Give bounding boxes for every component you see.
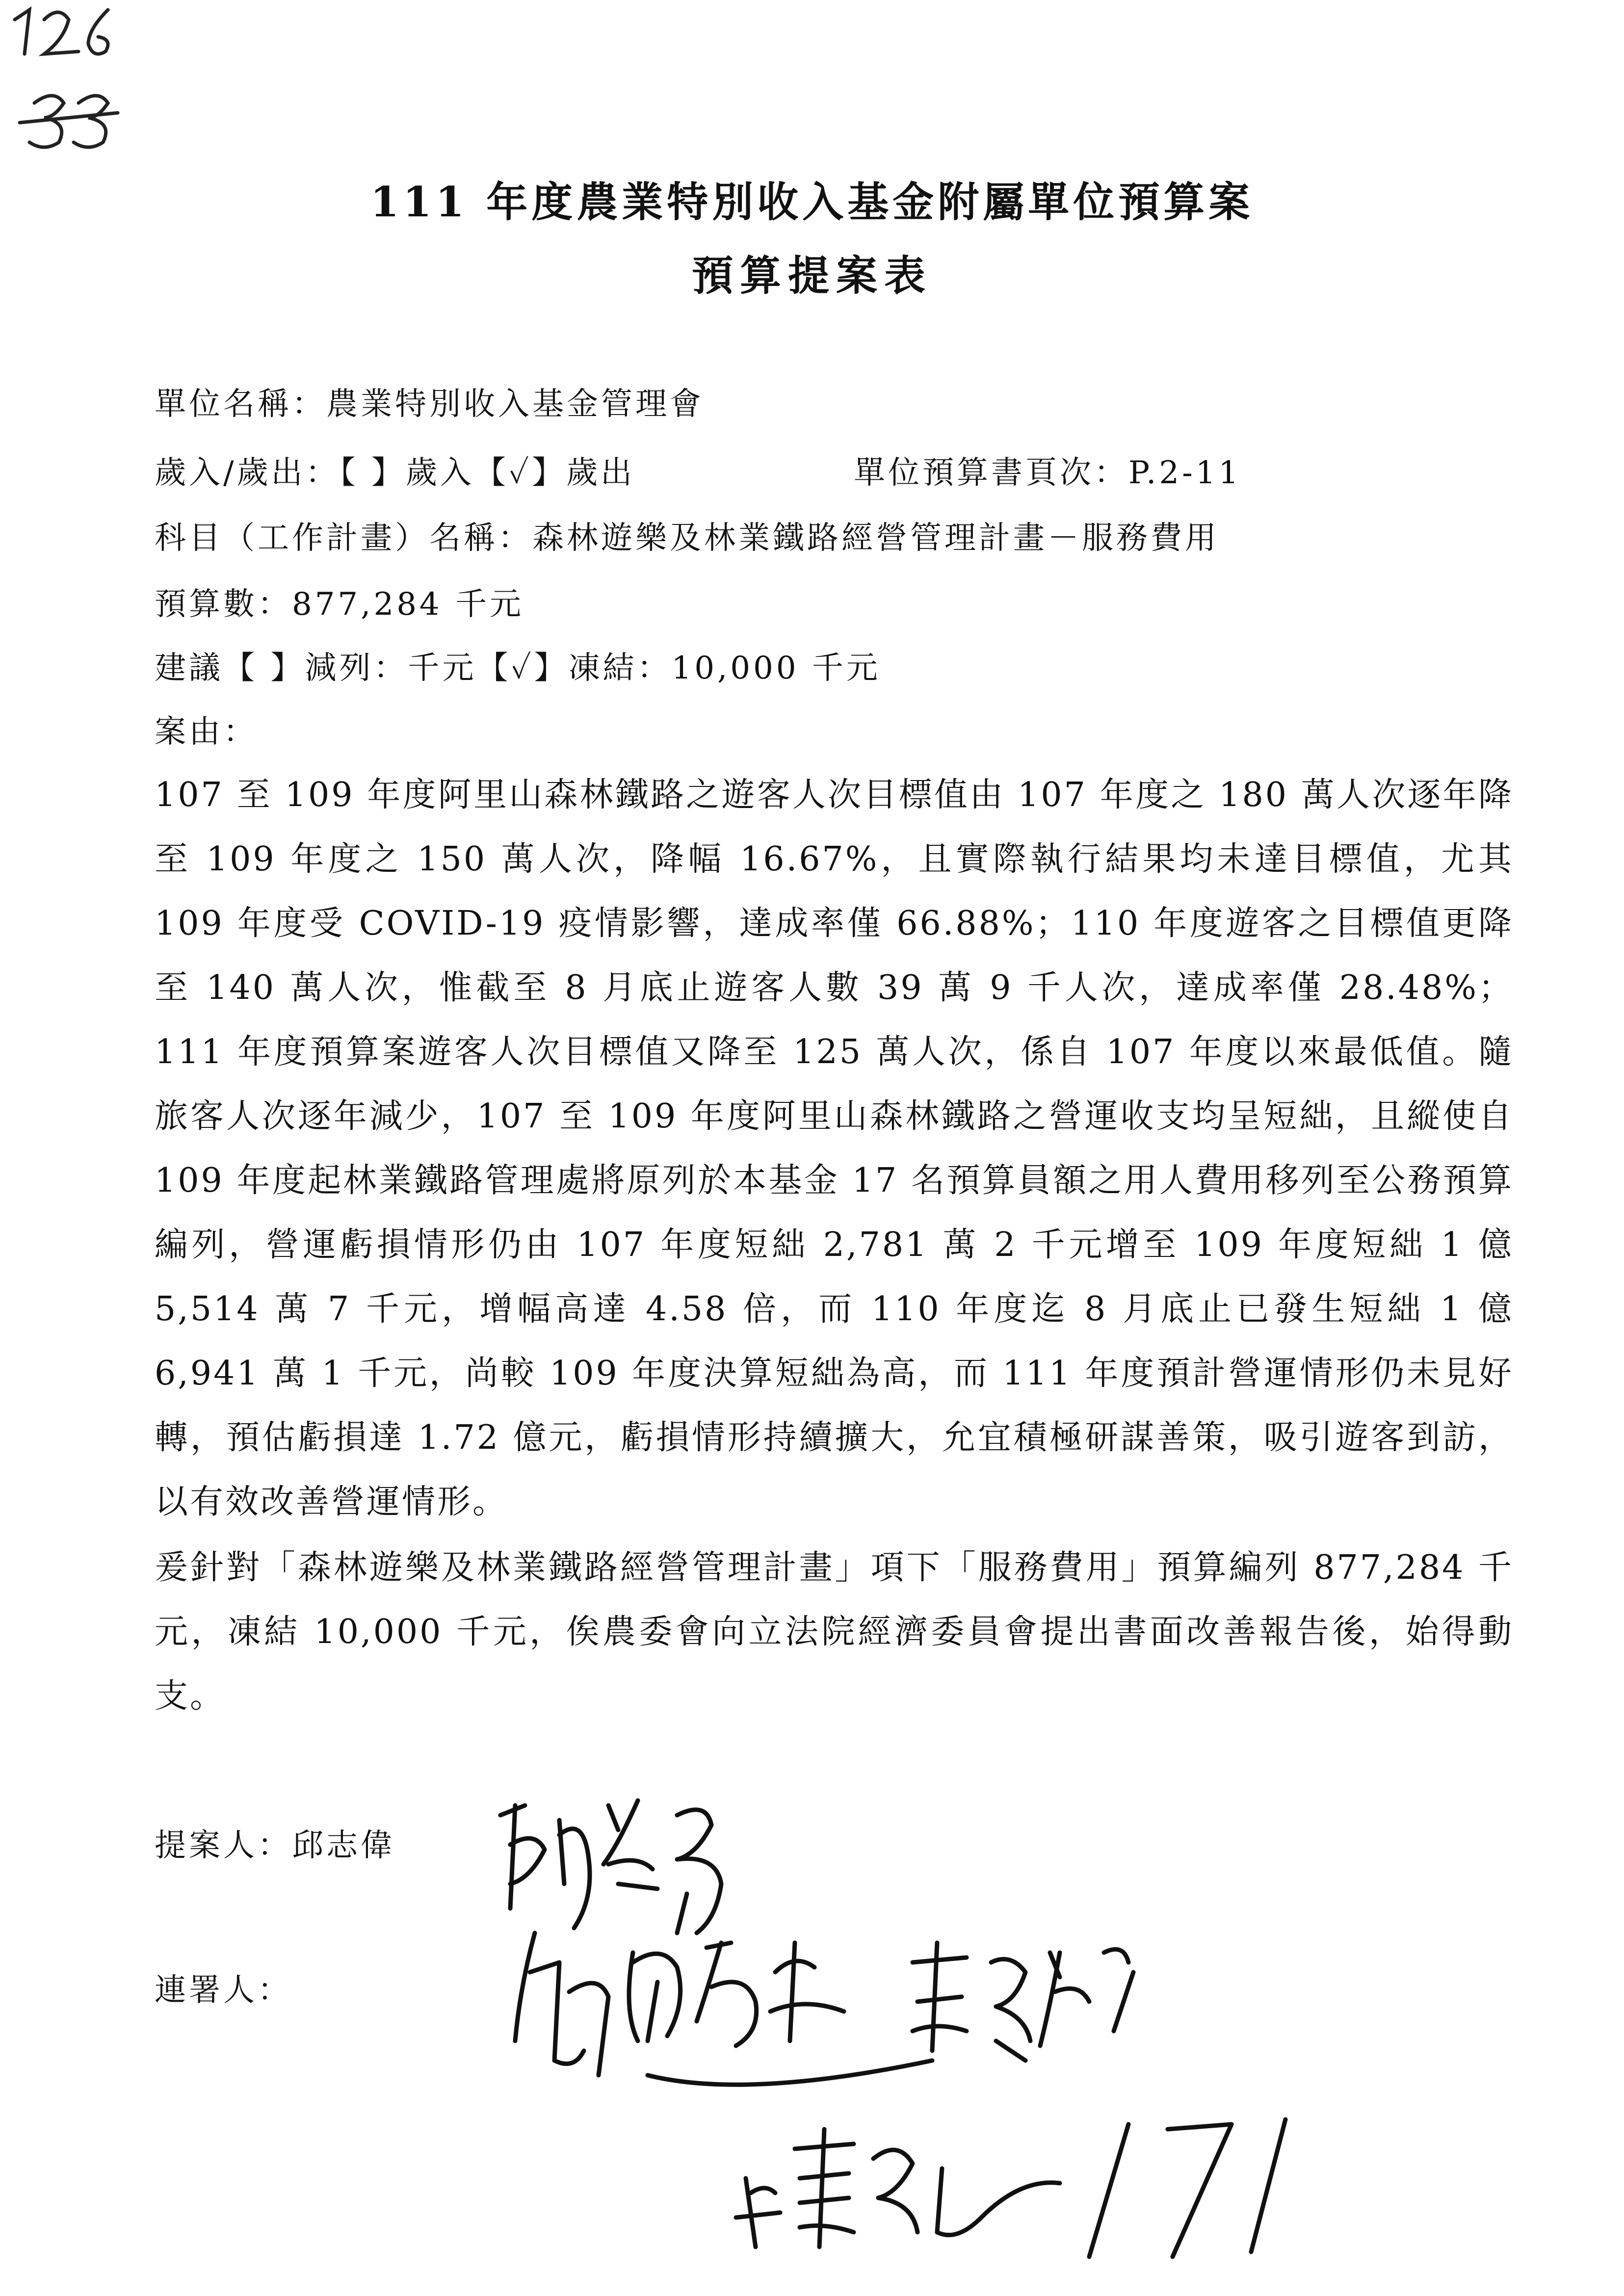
revenue-expenditure-choice: 歲入/歲出：【 】歲入【✓】歲出 [155,455,635,491]
suggestion: 建議【 】減列：千元【✓】凍結：10,000 千元 [155,650,881,686]
document-title: 111 年度農業特別收入基金附屬單位預算案 [370,178,1254,226]
cosigner-signature-2 [898,1933,1153,2070]
corner-note-drawing [0,0,128,162]
cosigner-label: 連署人： [155,1972,292,2009]
cosigner-signature-1 [500,1913,942,2124]
unit-name: 單位名稱：農業特別收入基金管理會 [155,386,704,422]
page-number-mark [1070,2110,1305,2267]
cosigner-signature-3 [726,2119,1070,2267]
budget-amount: 預算數：877,284 千元 [155,586,524,623]
subject-name: 科目（工作計畫）名稱：森林遊樂及林業鐵路經營管理計畫－服務費用 [155,520,1219,556]
reason-paragraph-2: 爰針對「森林遊樂及林業鐵路經營管理計畫」項下「服務費用」預算編列 877,284 千元，凍結 10,000 千元，俟農委會向立法院經濟委員會提出書面改善報告後，始得動支。 [155,1548,1514,1716]
document-subtitle: 預算提案表 [691,251,932,300]
budget-page-ref: 單位預算書頁次：P.2-11 [854,455,1242,491]
proposer: 提案人：邱志偉 [155,1827,395,1864]
reason-paragraph-1: 107 至 109 年度阿里山森林鐵路之遊客人次目標值由 107 年度之 180 萬人次逐年降至 109 年度之 150 萬人次，降幅 16.67%，且實際執行結果均未達目標值，尤其 109 年度受 COVID-19 疫情影響，達成率僅 66.88%；110 年度遊客之目標值更降至 140 萬人次，惟截至 8 月底止遊客人數 39 萬 9 千人次，達成率僅 28.48%；111 年度預算案遊客人次目標值又降至 125 萬人次，係自 107 年度以來最低值。隨旅客人次逐年減少，107 至 109 年度阿里山森林鐵路之營運收支均呈短絀，且縱使自 109 年度起林業鐵路管理處將原列於本基金 17 名預算員額之用人費用移列至公務預算編列，營運虧損情形仍由 107 年度短絀 2,781 萬 2 千元增至 109 年度短絀 1 億 5,514 萬 7 千元，增幅高達 4.58 倍，而 110 年度迄 8 月底止已發生短絀 1 億 6,941 萬 1 千元，尚較 109 年度決算短絀為高，而 111 年度預計營運情形仍未見好轉，預估虧損達 1.72 億元，虧損情形持續擴大，允宜積極研謀善策，吸引遊客到訪，以有效改善營運情形。 [155,776,1514,1521]
reason-label: 案由： [155,714,258,750]
